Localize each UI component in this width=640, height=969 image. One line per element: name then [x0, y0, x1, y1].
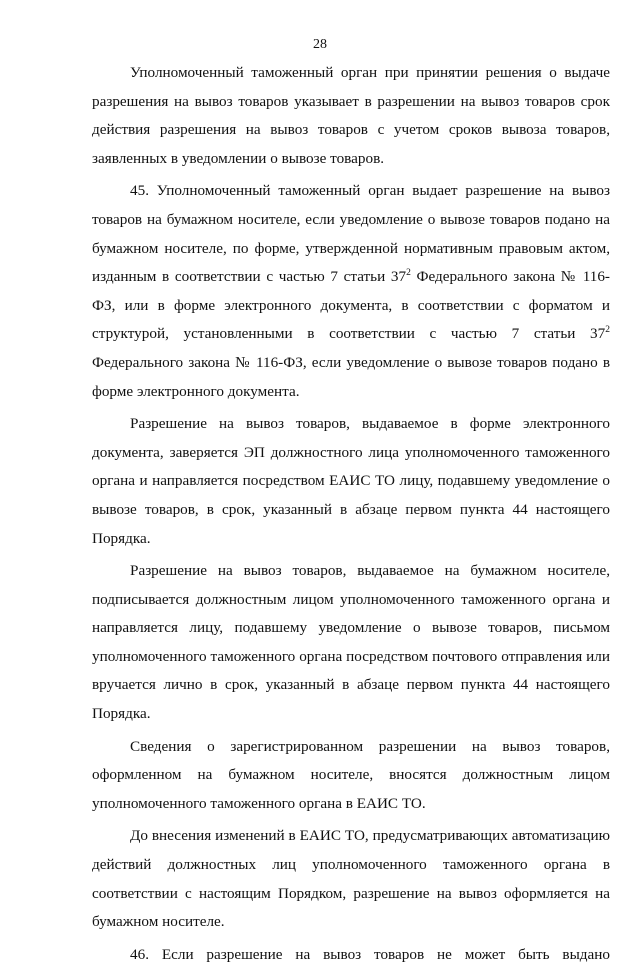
paragraph-45-text-part-3: Федерального закона № 116-ФЗ, если уведомление о вывозе товаров подано в форме электронного документа. — [92, 353, 610, 400]
paragraph-45-text-part-1: 45. Уполномоченный таможенный орган выдает разрешение на вывоз товаров на бумажном носителе, если уведомление о вывозе товаров подано на бумажном носителе, по форме, утвержденной нормативным правовым актом, изданным в соответствии с частью 7 статьи 37 — [92, 182, 610, 286]
superscript-article-index: 2 — [406, 268, 411, 279]
paragraph-before-eais-changes: До внесения изменений в ЕАИС ТО, предусматривающих автоматизацию действий должностных лиц уполномоченного таможенного органа в соответствии с настоящим Порядком, разрешение на вывоз оформляется на бумажном носителе. — [92, 827, 610, 931]
page-number: 28 — [313, 37, 327, 52]
superscript-article-index: 2 — [605, 325, 610, 336]
document-body — [92, 59, 610, 969]
paragraph-registered-permit-info: Сведения о зарегистрированном разрешении на вывоз товаров, оформленном на бумажном носителе, вносятся должностным лицом уполномоченного таможенного органа в ЕАИС ТО. — [92, 737, 610, 812]
paragraph-validity-period: Уполномоченный таможенный орган при принятии решения о выдаче разрешения на вывоз товаров указывает в разрешении на вывоз товаров срок действия разрешения на вывоз товаров с учетом сроков вывоза товаров, заявленных в уведомлении о вывозе товаров. — [92, 64, 610, 167]
paragraph-46-start: 46. Если разрешение на вывоз товаров не может быть выдано — [130, 945, 610, 963]
paragraph-electronic-permit: Разрешение на вывоз товаров, выдаваемое в форме электронного документа, заверяется ЭП должностного лица уполномоченного таможенного органа и направляется посредством ЕАИС ТО лицу, подавшему уведомление о вывозе товаров, в срок, указанный в абзаце первом пункта 44 настоящего Порядка. — [92, 415, 610, 547]
paragraph-45-text-part-2: Федерального закона № 116-ФЗ, или в форме электронного документа, в соответствии с форматом и структурой, установленными в соответствии с частью 7 статьи 37 — [92, 268, 610, 343]
paragraph-45-issuance-form — [92, 177, 610, 406]
paragraph-paper-permit: Разрешение на вывоз товаров, выдаваемое на бумажном носителе, подписывается должностным лицом уполномоченного таможенного органа и направляется лицу, подавшему уведомление о вывозе товаров, письмом уполномоченного таможенного органа посредством почтового отправления или вручается лично в срок, указанный в абзаце первом пункта 44 настоящего Порядка. — [92, 562, 610, 723]
